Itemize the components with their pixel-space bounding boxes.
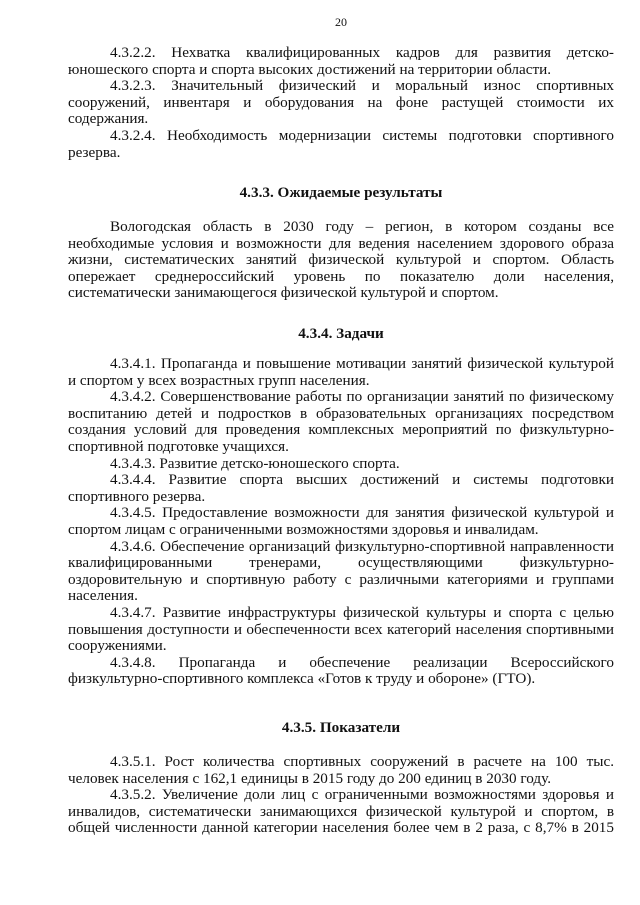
task-item: 4.3.4.1. Пропаганда и повышение мотивации занятий физической культурой и спортом у всех возрастных групп населения. xyxy=(68,355,614,389)
task-item: 4.3.4.6. Обеспечение организаций физкультурно-спортивной направленности квалифицированными тренерами, осуществляющими физкультурно-оздоровительную и спортивную работу с различными категориями и группами населения. xyxy=(68,537,614,605)
tasks-list xyxy=(68,356,614,688)
problem-item: 4.3.2.3. Значительный физический и моральный износ спортивных сооружений, инвентаря и оборудования на фоне растущей стоимости их содержания. xyxy=(68,77,614,128)
task-item: 4.3.4.7. Развитие инфраструктуры физической культуры и спорта с целью повышения доступности и обеспеченности всех категорий населения спортивными сооружениями. xyxy=(68,603,614,655)
page-number: 20 xyxy=(335,15,347,29)
task-item: 4.3.4.3. Развитие детско-юношеского спорта. xyxy=(110,454,400,472)
problems-list xyxy=(68,45,614,161)
task-item: 4.3.4.4. Развитие спорта высших достижений и системы подготовки спортивного резерва. xyxy=(68,471,614,505)
section-heading-tasks: 4.3.4. Задачи xyxy=(298,325,384,342)
section-heading-expected-results: 4.3.3. Ожидаемые результаты xyxy=(239,184,443,201)
expected-results-text-block xyxy=(68,219,614,302)
section-heading-indicators: 4.3.5. Показатели xyxy=(281,719,401,736)
indicator-item: 4.3.5.2. Увеличение доли лиц с ограниченными возможностями здоровья и инвалидов, систематически занимающихся физической культурой и спортом, в общей численности данной категории населения более чем в 2 раза, с 8,7% в 2015 xyxy=(68,786,614,837)
problem-item: 4.3.2.4. Необходимость модернизации системы подготовки спортивного резерва. xyxy=(68,126,614,161)
indicators-list xyxy=(68,754,614,837)
task-item: 4.3.4.5. Предоставление возможности для занятия физической культурой и спортом лицам с ограниченными возможностями здоровья и инвалидам. xyxy=(68,504,614,538)
indicator-item: 4.3.5.1. Рост количества спортивных сооружений в расчете на 100 тыс. человек населения с 162,1 единицы в 2015 году до 200 единиц в 2030 году. xyxy=(68,753,614,787)
problem-item: 4.3.2.2. Нехватка квалифицированных кадров для развития детско-юношеского спорта и спорта высоких достижений на территории области. xyxy=(68,44,614,78)
task-item: 4.3.4.8. Пропаганда и обеспечение реализации Всероссийского физкультурно-спортивного комплекса «Готов к труду и обороне» (ГТО). xyxy=(68,653,614,688)
expected-results-paragraph: Вологодская область в 2030 году – регион, в котором созданы все необходимые условия и возможности для ведения населением здорового образа жизни, систематических занятий физической культурой и спортом. Область опережает среднероссийский уровень по показателю доли населения, систематически занимающегося физической культурой и спортом. xyxy=(68,218,614,302)
task-item: 4.3.4.2. Совершенствование работы по организации занятий по физическому воспитанию детей и подростков в образовательных организациях посредством создания условий для проведения комплексных мероприятий по физкультурно-спортивной подготовке учащихся. xyxy=(68,388,614,455)
